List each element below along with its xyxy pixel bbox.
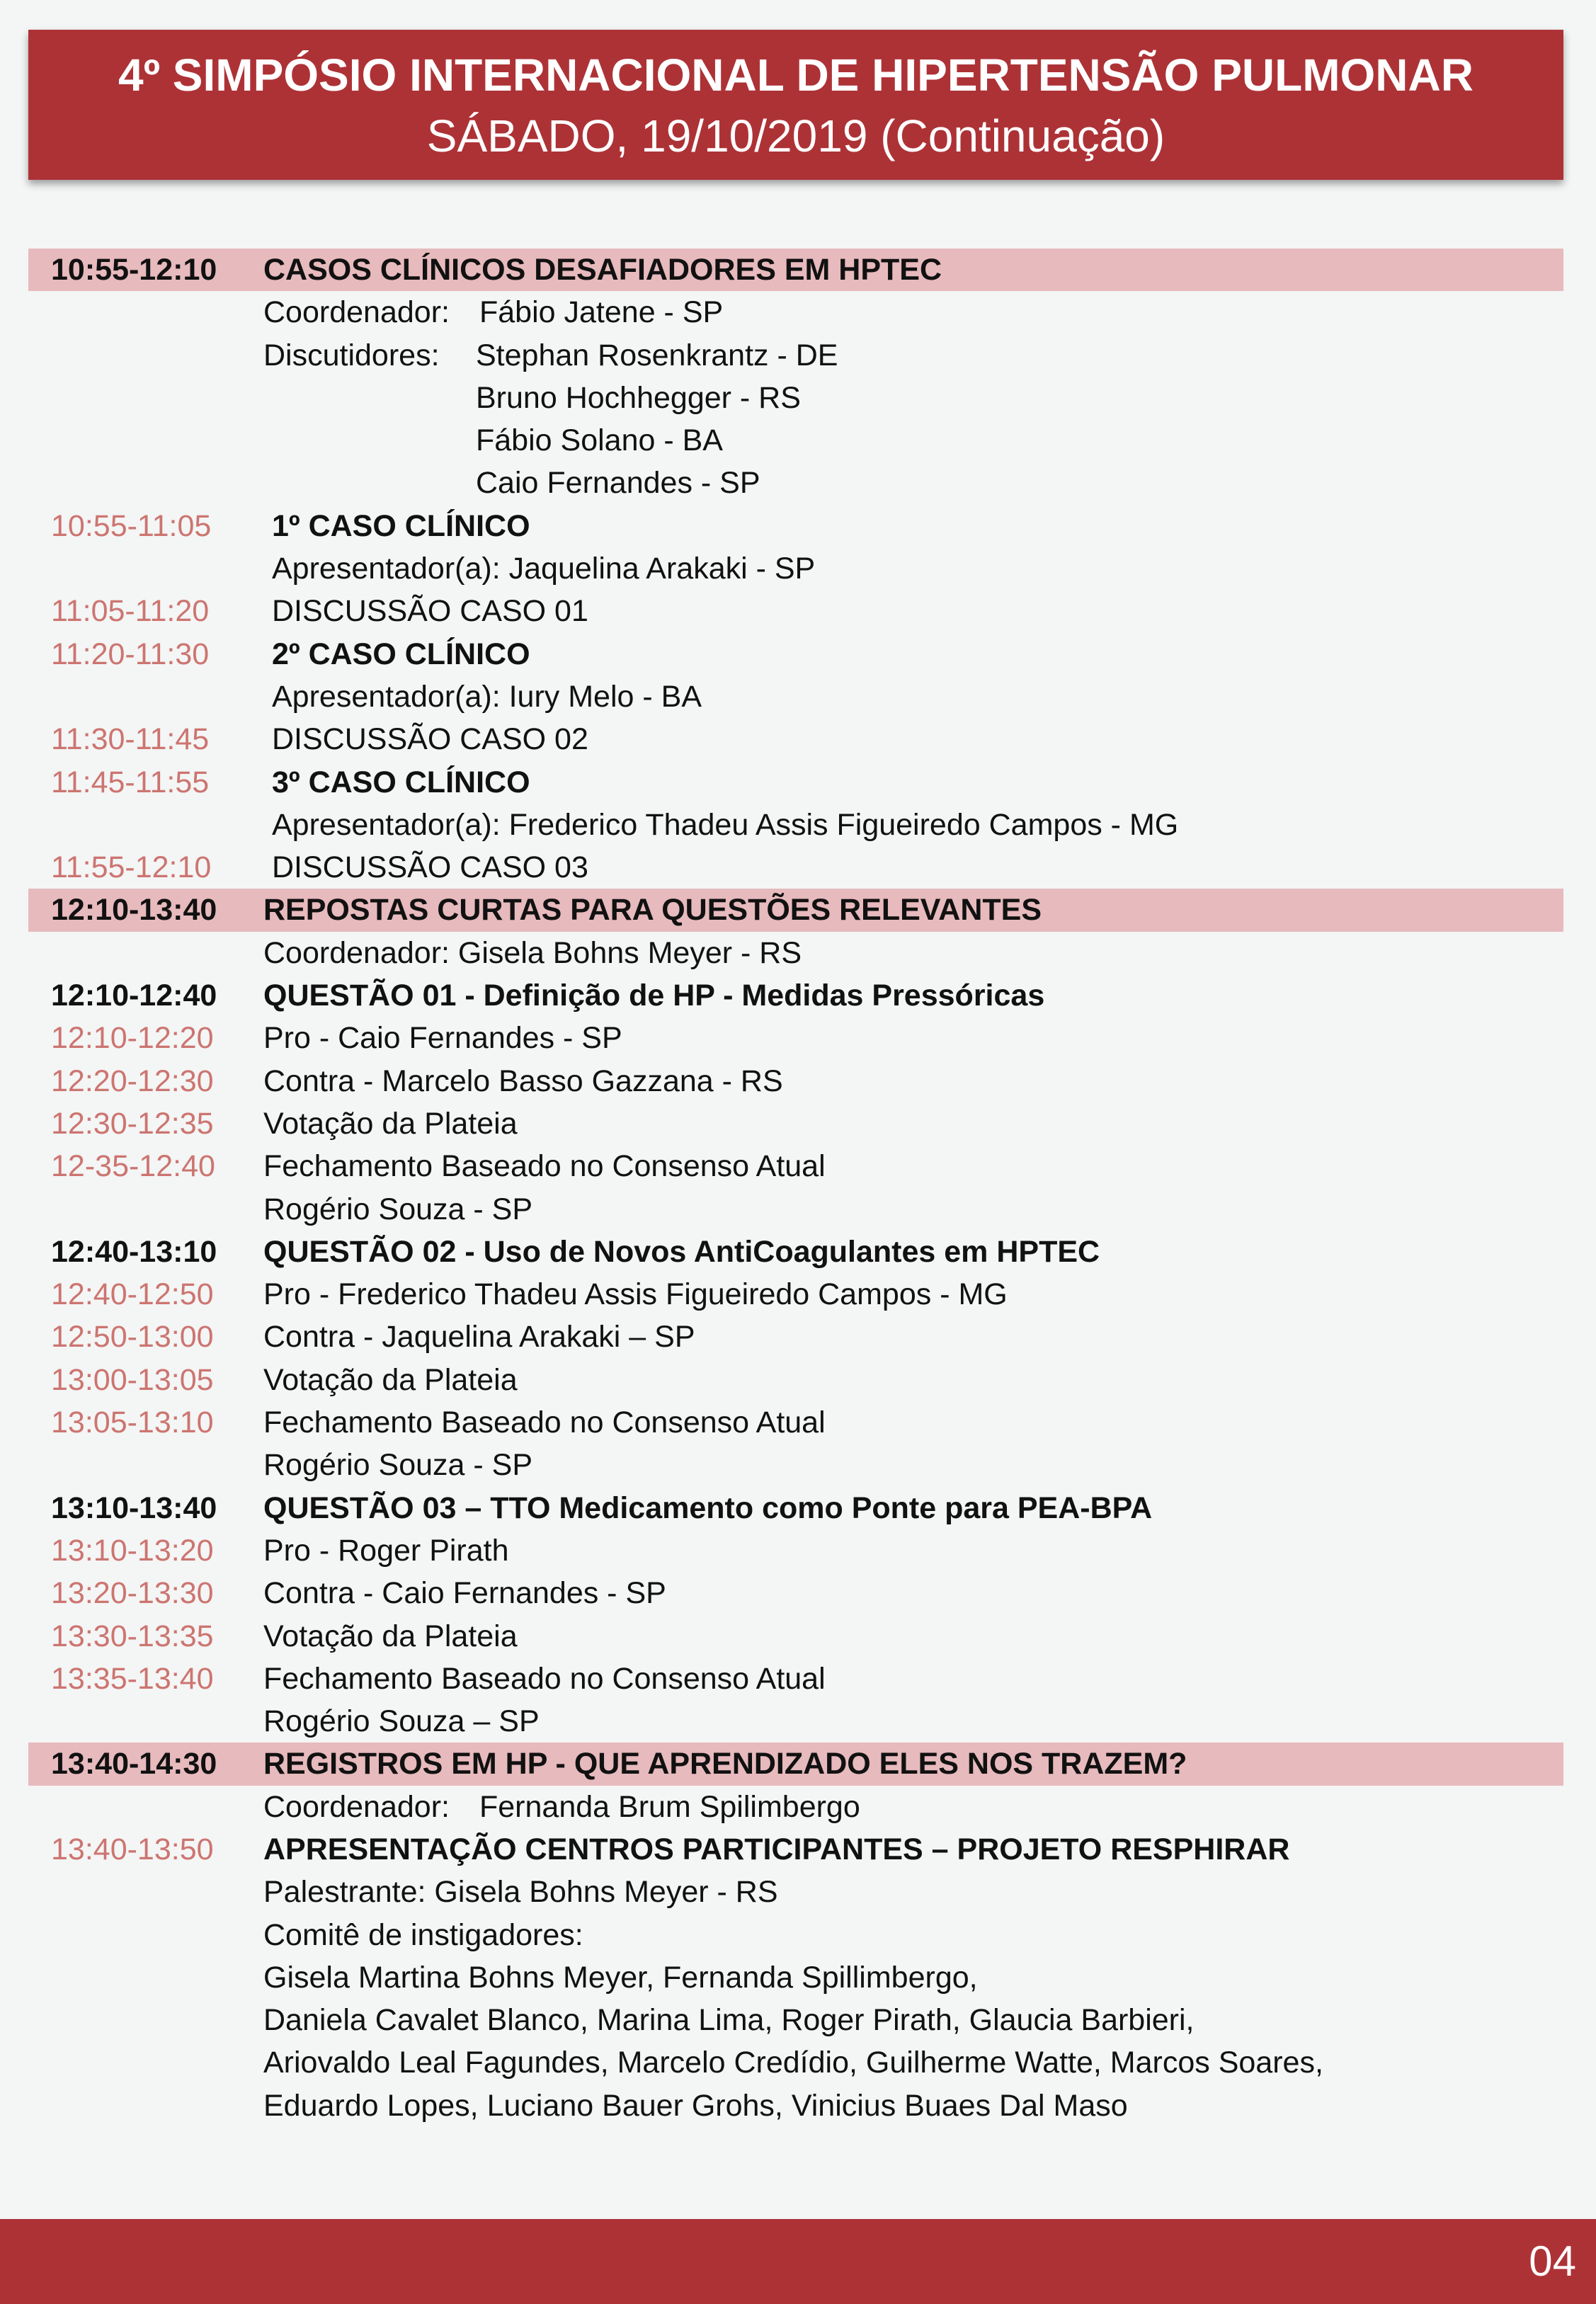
closer-row	[28, 1444, 1563, 1486]
item-time: 12:10-12:20	[51, 1021, 214, 1056]
question-title: QUESTÃO 02 - Uso de Novos AntiCoagulantes em HPTEC	[263, 1234, 1100, 1269]
item-text: Contra - Jaquelina Arakaki – SP	[263, 1320, 695, 1355]
discussant-row	[28, 462, 1563, 504]
committee-line	[28, 2041, 1563, 2084]
coordinator-row	[28, 932, 1563, 974]
item-time: 13:20-13:30	[51, 1576, 214, 1611]
item-time: 13:35-13:40	[51, 1661, 214, 1696]
item-time: 11:45-11:55	[51, 765, 210, 799]
item-text: Contra - Marcelo Basso Gazzana - RS	[263, 1063, 783, 1098]
schedule-item	[28, 1359, 1563, 1401]
schedule-item	[28, 1017, 1563, 1059]
item-time: 13:00-13:05	[51, 1362, 214, 1397]
closer-row	[28, 1700, 1563, 1743]
committee-line	[28, 1999, 1563, 2041]
coordinator: Coordenador: Gisela Bohns Meyer - RS	[263, 935, 802, 970]
item-title: DISCUSSÃO CASO 03	[272, 850, 588, 885]
presenter-row	[28, 804, 1563, 846]
item-title: 1º CASO CLÍNICO	[272, 508, 530, 543]
schedule-item	[28, 1145, 1563, 1187]
item-time: 13:10-13:20	[51, 1533, 214, 1568]
committee-names: Eduardo Lopes, Luciano Bauer Grohs, Vinicius Buaes Dal Maso	[263, 2088, 1128, 2123]
presenter: Apresentador(a): Frederico Thadeu Assis Figueiredo Campos - MG	[272, 807, 1179, 842]
session-title: REGISTROS EM HP - QUE APRENDIZADO ELES NOS TRAZEM?	[263, 1747, 1187, 1781]
item-time: 11:30-11:45	[51, 722, 210, 757]
schedule-item	[28, 1658, 1563, 1700]
question-time: 12:10-12:40	[51, 979, 217, 1013]
schedule-item	[28, 1401, 1563, 1444]
question-row	[28, 974, 1563, 1017]
item-time: 12:50-13:00	[51, 1320, 214, 1355]
question-row	[28, 1231, 1563, 1273]
presenter: Apresentador(a): Jaquelina Arakaki - SP	[272, 552, 816, 586]
schedule-item	[28, 1529, 1563, 1572]
item-time: 11:55-12:10	[51, 850, 212, 885]
closer-name: Rogério Souza - SP	[263, 1192, 533, 1226]
closer-row	[28, 1188, 1563, 1231]
item-text: Votação da Plateia	[263, 1106, 518, 1141]
item-time: 12:30-12:35	[51, 1106, 214, 1141]
presenter: Apresentador(a): Iury Melo - BA	[272, 679, 702, 714]
schedule-item	[28, 761, 1563, 804]
item-time: 11:20-11:30	[51, 637, 210, 671]
page-header	[28, 30, 1563, 180]
coordinator-name: Fábio Jatene - SP	[479, 295, 724, 330]
schedule-item	[28, 1060, 1563, 1102]
session-header	[28, 1743, 1563, 1785]
item-time: 10:55-11:05	[51, 508, 212, 543]
item-title: DISCUSSÃO CASO 02	[272, 722, 588, 757]
session-time: 10:55-12:10	[51, 253, 217, 287]
item-time: 13:40-13:50	[51, 1832, 214, 1866]
item-text: Votação da Plateia	[263, 1362, 518, 1397]
item-title: 3º CASO CLÍNICO	[272, 765, 530, 799]
session-title: REPOSTAS CURTAS PARA QUESTÕES RELEVANTES	[263, 893, 1042, 928]
committee-names: Daniela Cavalet Blanco, Marina Lima, Roger Pirath, Glaucia Barbieri,	[263, 2003, 1195, 2038]
session-header	[28, 249, 1563, 291]
page-number: 04	[1529, 2237, 1576, 2285]
closer-name: Rogério Souza - SP	[263, 1448, 533, 1483]
session-header	[28, 889, 1563, 931]
coordinator-row	[28, 291, 1563, 333]
item-text: Fechamento Baseado no Consenso Atual	[263, 1149, 826, 1184]
schedule-item	[28, 1316, 1563, 1358]
schedule-item	[28, 1828, 1563, 1871]
schedule-item	[28, 1572, 1563, 1614]
discussant-name: Fábio Solano - BA	[476, 423, 723, 458]
session-time: 13:40-14:30	[51, 1747, 217, 1781]
coordinator-label: Coordenador:	[263, 295, 450, 330]
presenter-row	[28, 547, 1563, 590]
speaker: Palestrante: Gisela Bohns Meyer - RS	[263, 1875, 778, 1910]
committee-label: Comitê de instigadores:	[263, 1917, 583, 1952]
item-time: 13:30-13:35	[51, 1619, 214, 1653]
item-text: Fechamento Baseado no Consenso Atual	[263, 1661, 826, 1696]
committee-names: Gisela Martina Bohns Meyer, Fernanda Spillimbergo,	[263, 1960, 978, 1995]
session-title: CASOS CLÍNICOS DESAFIADORES EM HPTEC	[263, 253, 942, 287]
coordinator-label: Coordenador:	[263, 1789, 450, 1824]
item-title: APRESENTAÇÃO CENTROS PARTICIPANTES – PROJETO RESPHIRAR	[263, 1832, 1290, 1866]
schedule-item	[28, 1615, 1563, 1658]
question-time: 13:10-13:40	[51, 1490, 217, 1525]
item-text: Fechamento Baseado no Consenso Atual	[263, 1405, 826, 1440]
item-time: 11:05-11:20	[51, 594, 210, 629]
event-title: 4º SIMPÓSIO INTERNACIONAL DE HIPERTENSÃO PULMONAR	[118, 50, 1474, 101]
coordinator-row	[28, 1786, 1563, 1828]
schedule-item	[28, 718, 1563, 760]
item-time: 12-35-12:40	[51, 1149, 215, 1184]
question-time: 12:40-13:10	[51, 1234, 217, 1269]
session-time: 12:10-13:40	[51, 893, 217, 928]
discussant-name: Caio Fernandes - SP	[476, 466, 760, 501]
discussant-row	[28, 334, 1563, 377]
item-text: Pro - Frederico Thadeu Assis Figueiredo Campos - MG	[263, 1277, 1008, 1312]
question-row	[28, 1487, 1563, 1529]
schedule-item	[28, 1273, 1563, 1316]
schedule-item	[28, 505, 1563, 547]
committee-names: Ariovaldo Leal Fagundes, Marcelo Credídio, Guilherme Watte, Marcos Soares,	[263, 2046, 1323, 2080]
page-footer	[0, 2219, 1596, 2304]
question-title: QUESTÃO 03 – TTO Medicamento como Ponte para PEA-BPA	[263, 1490, 1153, 1525]
schedule-item	[28, 590, 1563, 632]
discussant-name: Stephan Rosenkrantz - DE	[476, 338, 838, 372]
item-time: 12:20-12:30	[51, 1063, 214, 1098]
schedule-item	[28, 846, 1563, 889]
item-title: 2º CASO CLÍNICO	[272, 637, 530, 671]
schedule-item	[28, 633, 1563, 675]
item-title: DISCUSSÃO CASO 01	[272, 594, 588, 629]
schedule	[28, 249, 1563, 2127]
speaker-row	[28, 1871, 1563, 1913]
discussant-row	[28, 377, 1563, 419]
item-text: Votação da Plateia	[263, 1619, 518, 1653]
event-date: SÁBADO, 19/10/2019 (Continuação)	[426, 110, 1165, 161]
closer-name: Rogério Souza – SP	[263, 1704, 540, 1739]
schedule-item	[28, 1102, 1563, 1145]
committee-line	[28, 2085, 1563, 2127]
item-time: 12:40-12:50	[51, 1277, 214, 1312]
item-text: Pro - Roger Pirath	[263, 1533, 509, 1568]
question-title: QUESTÃO 01 - Definição de HP - Medidas Pressóricas	[263, 979, 1045, 1013]
presenter-row	[28, 675, 1563, 718]
coordinator-name: Fernanda Brum Spilimbergo	[479, 1789, 860, 1824]
committee-label-row	[28, 1914, 1563, 1956]
item-text: Pro - Caio Fernandes - SP	[263, 1021, 622, 1056]
discussant-row	[28, 419, 1563, 462]
discussant-name: Bruno Hochhegger - RS	[476, 380, 801, 415]
item-time: 13:05-13:10	[51, 1405, 214, 1440]
item-text: Contra - Caio Fernandes - SP	[263, 1576, 666, 1611]
discussants-label: Discutidores:	[263, 338, 440, 372]
committee-line	[28, 1956, 1563, 1999]
